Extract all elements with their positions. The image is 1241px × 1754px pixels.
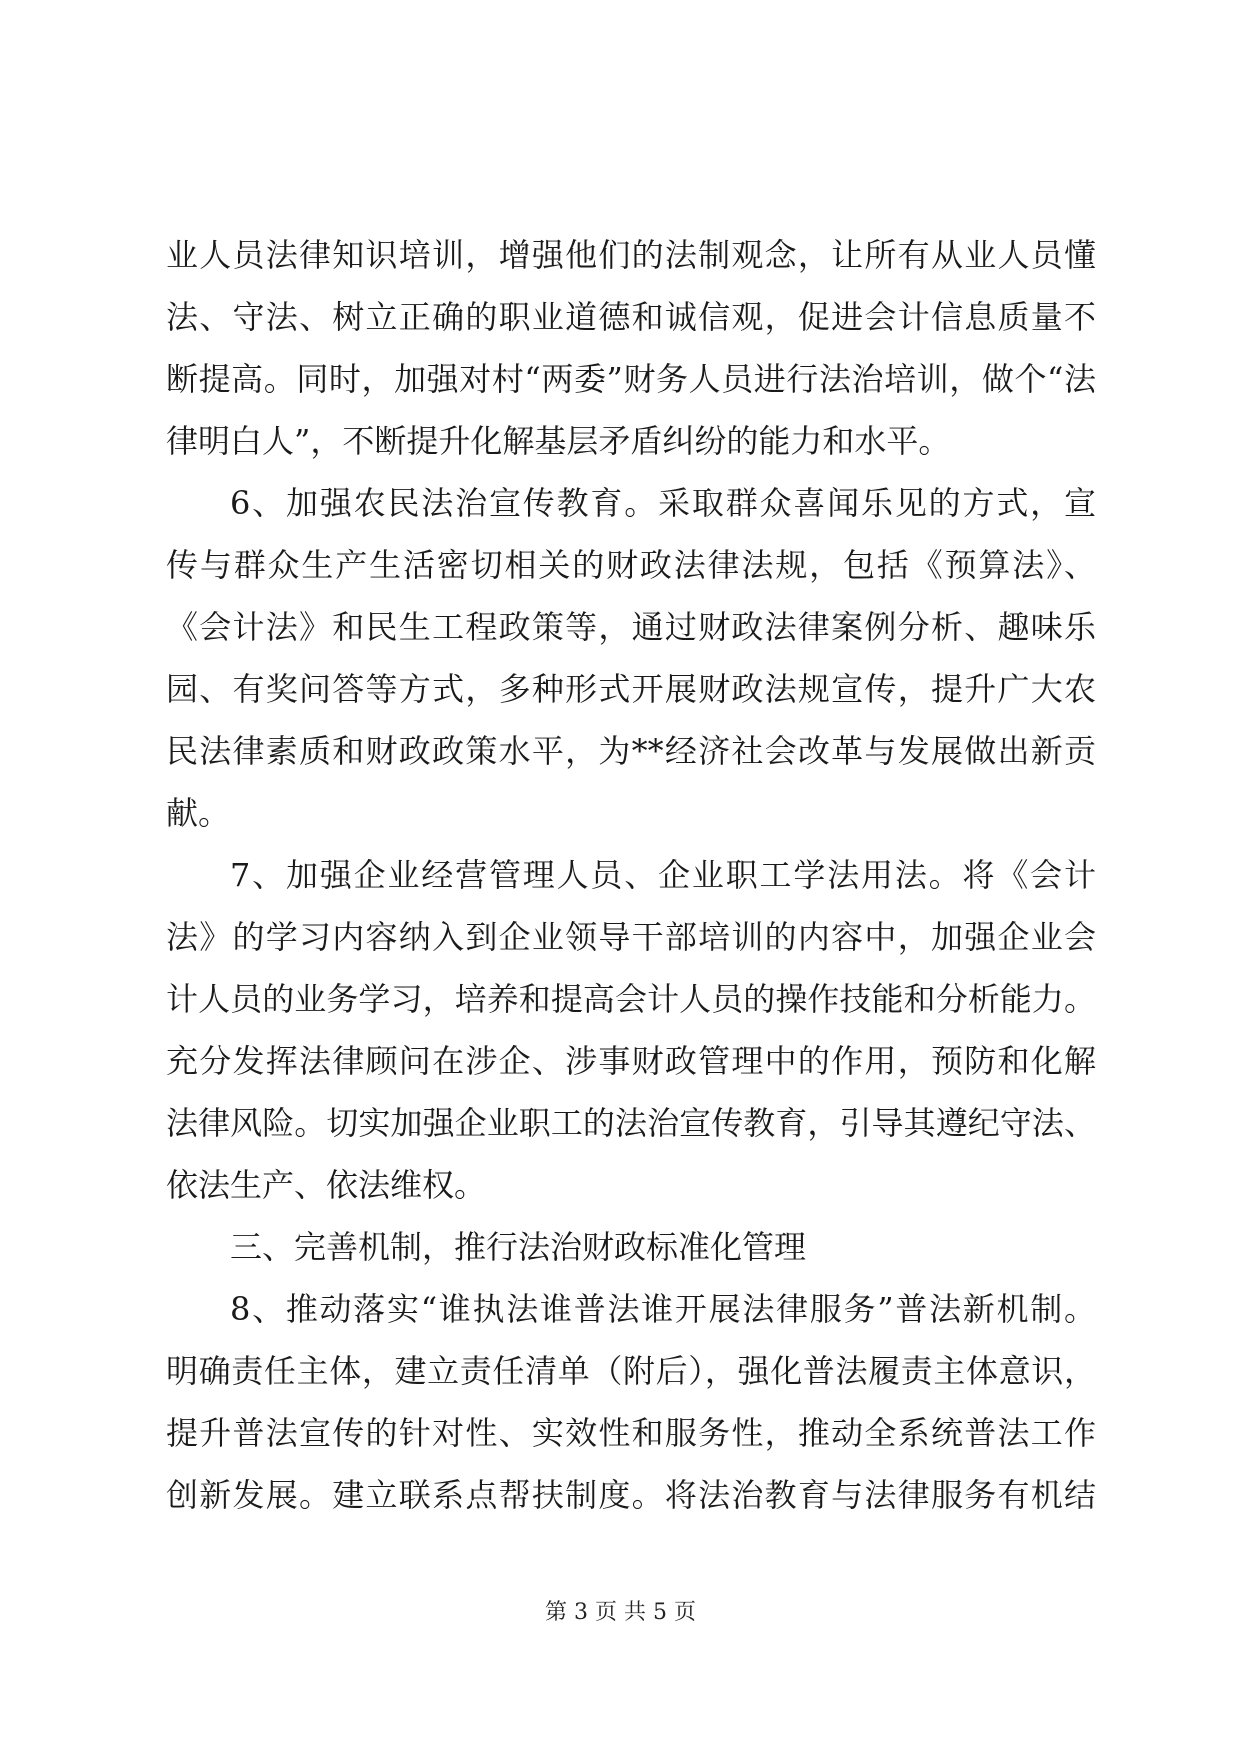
text-line: 法、守法、树立正确的职业道德和诚信观，促进会计信息质量不	[166, 298, 1096, 336]
text-line: 献。	[166, 794, 231, 832]
document-body	[166, 224, 1096, 1526]
text-line: 充分发挥法律顾问在涉企、涉事财政管理中的作用，预防和化解	[166, 1042, 1096, 1080]
text-line: 创新发展。建立联系点帮扶制度。将法治教育与法律服务有机结	[166, 1476, 1096, 1514]
paragraph-6-first-line: 6、加强农民法治宣传教育。采取群众喜闻乐见的方式，宣	[230, 484, 1096, 522]
page-number-footer: 第 3 页 共 5 页	[545, 1600, 696, 1625]
text-line: 律明白人”，不断提升化解基层矛盾纠纷的能力和水平。	[166, 422, 951, 460]
text-line: 法》的学习内容纳入到企业领导干部培训的内容中，加强企业会	[166, 918, 1096, 956]
text-line: 依法生产、依法维权。	[166, 1166, 487, 1204]
text-line: 传与群众生产生活密切相关的财政法律法规，包括《预算法》、	[166, 546, 1096, 584]
text-line: 《会计法》和民生工程政策等，通过财政法律案例分析、趣味乐	[166, 608, 1096, 646]
text-line: 民法律素质和财政政策水平，为**经济社会改革与发展做出新贡	[166, 732, 1096, 770]
text-line: 法律风险。切实加强企业职工的法治宣传教育，引导其遵纪守法、	[166, 1104, 1096, 1142]
text-line: 提升普法宣传的针对性、实效性和服务性，推动全系统普法工作	[166, 1414, 1096, 1452]
paragraph-8-first-line: 8、推动落实“谁执法谁普法谁开展法律服务”普法新机制。	[230, 1290, 1096, 1328]
text-line: 明确责任主体，建立责任清单（附后），强化普法履责主体意识，	[166, 1352, 1096, 1390]
text-line: 园、有奖问答等方式，多种形式开展财政法规宣传，提升广大农	[166, 670, 1096, 708]
paragraph-7-first-line: 7、加强企业经营管理人员、企业职工学法用法。将《会计	[230, 856, 1096, 894]
text-line: 断提高。同时，加强对村“两委”财务人员进行法治培训，做个“法	[166, 360, 1096, 398]
text-line: 业人员法律知识培训，增强他们的法制观念，让所有从业人员懂	[166, 236, 1096, 274]
text-line: 计人员的业务学习，培养和提高会计人员的操作技能和分析能力。	[166, 980, 1096, 1018]
section-heading: 三、完善机制，推行法治财政标准化管理	[230, 1228, 807, 1266]
